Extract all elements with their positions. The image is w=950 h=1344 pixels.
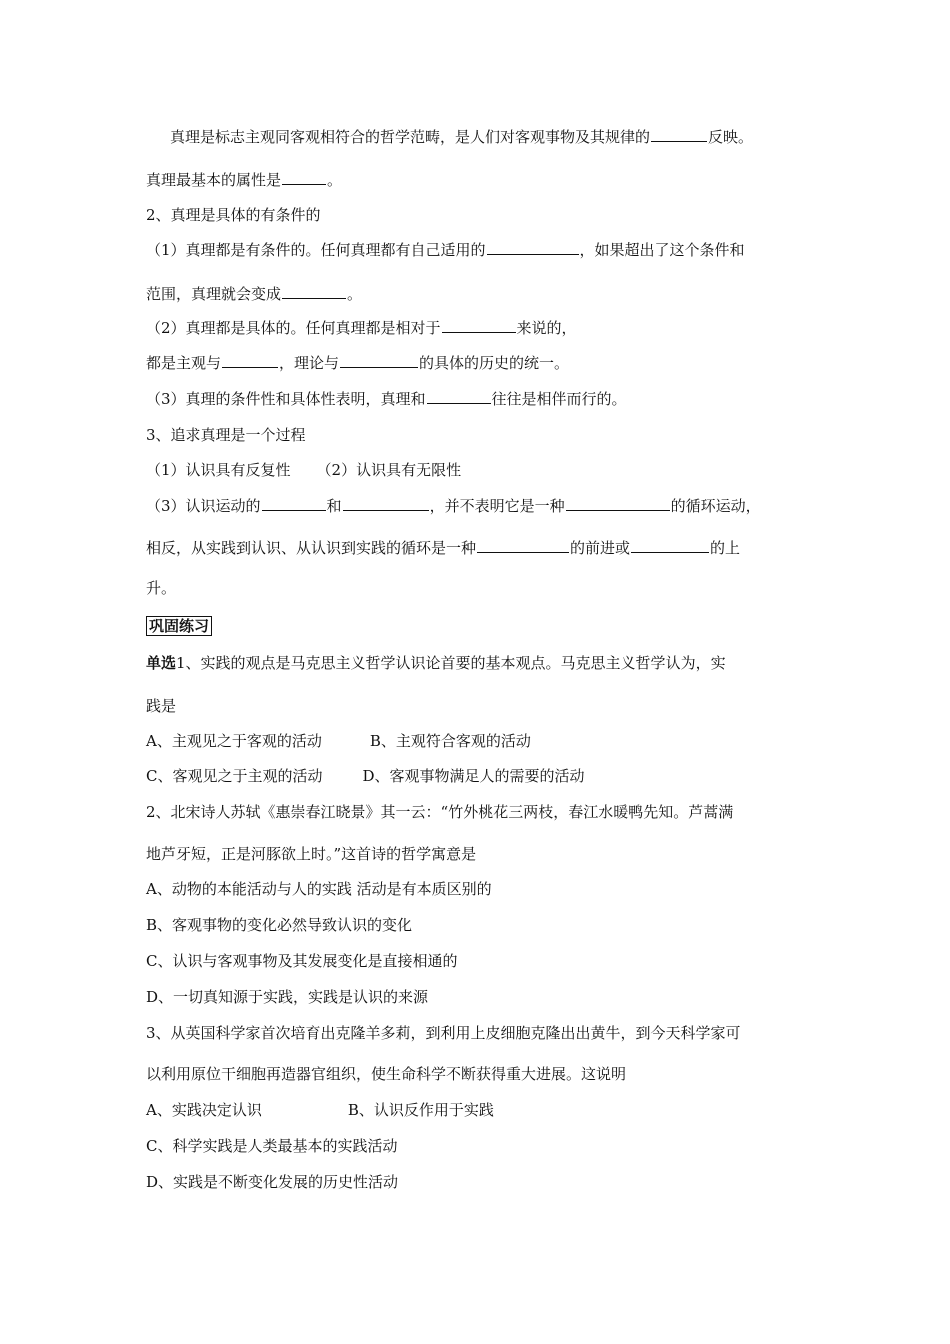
text-line: （3）认识运动的 和 ，并不表明它是一种 的循环运动， <box>146 497 761 515</box>
option-b[interactable]: B、认识反作用于实践 <box>347 1101 494 1119</box>
question-2-cont: 地芦牙短，正是河豚欲上时。”这首诗的哲学寓意是 <box>146 845 477 863</box>
text-line: 真理最基本的属性是 。 <box>146 171 343 189</box>
text-line: （1）真理都是有条件的。任何真理都有自己适用的 ，如果超出了这个条件和 <box>146 241 745 259</box>
option-d[interactable]: D、实践是不断变化发展的历史性活动 <box>146 1173 399 1191</box>
question-3: 3、从英国科学家首次培育出克隆羊多莉，到利用上皮细胞克隆出出黄牛，到今天科学家可 <box>146 1024 741 1042</box>
fill-blank[interactable] <box>427 389 491 404</box>
text-line: （3）真理的条件性和具体性表明，真理和 往往是相伴而行的。 <box>146 390 627 408</box>
fill-blank[interactable] <box>340 353 418 368</box>
option-d[interactable]: D、一切真知源于实践，实践是认识的来源 <box>146 988 429 1006</box>
text-line: （1）认识具有反复性 （2）认识具有无限性 <box>146 461 462 479</box>
question-2: 2、北宋诗人苏轼《惠崇春江晓景》其一云：“竹外桃花三两枝，春江水暖鸭先知。芦蒿满 <box>146 803 734 821</box>
fill-blank[interactable] <box>442 318 516 333</box>
options-row <box>146 731 531 751</box>
text-line: 3、追求真理是一个过程 <box>146 426 306 444</box>
text-line: 相反，从实践到认识、从认识到实践的循环是一种 的前进或 的上 <box>146 539 741 557</box>
text-line: （2）真理都是具体的。任何真理都是相对于 来说的， <box>146 319 577 337</box>
text-line: 升。 <box>146 579 177 597</box>
fill-blank[interactable] <box>651 127 707 142</box>
fill-blank[interactable] <box>487 240 579 255</box>
options-row <box>146 766 585 786</box>
text-line: 都是主观与 ，理论与 的具体的历史的统一。 <box>146 354 570 372</box>
option-c[interactable]: C、科学实践是人类最基本的实践活动 <box>146 1137 398 1155</box>
fill-blank[interactable] <box>262 496 326 511</box>
question-1-cont: 践是 <box>146 697 177 715</box>
options-row <box>146 1100 494 1120</box>
option-a[interactable]: A、主观见之于客观的活动 <box>146 732 322 750</box>
fill-blank[interactable] <box>282 284 346 299</box>
exercise-heading: 巩固练习 <box>146 616 212 636</box>
question-1: 单选1、实践的观点是马克思主义哲学认识论首要的基本观点。马克思主义哲学认为，实 <box>146 654 726 672</box>
fill-blank[interactable] <box>282 170 326 185</box>
option-d[interactable]: D、客观事物满足人的需要的活动 <box>362 767 585 785</box>
section-heading <box>146 616 212 636</box>
question-3-cont: 以利用原位干细胞再造器官组织，使生命科学不断获得重大进展。这说明 <box>146 1065 627 1083</box>
fill-blank[interactable] <box>566 496 670 511</box>
option-b[interactable]: B、主观符合客观的活动 <box>369 732 531 750</box>
option-c[interactable]: C、客观见之于主观的活动 <box>146 767 323 785</box>
option-a[interactable]: A、动物的本能活动与人的实践 活动是有本质区别的 <box>146 880 492 898</box>
question-type-tag: 单选 <box>146 654 177 672</box>
text-line: 范围，真理就会变成 。 <box>146 285 363 303</box>
fill-blank[interactable] <box>477 538 569 553</box>
fill-blank[interactable] <box>631 538 709 553</box>
text-line: 真理是标志主观同客观相符合的哲学范畴，是人们对客观事物及其规律的 反映。 <box>170 128 754 146</box>
option-b[interactable]: B、客观事物的变化必然导致认识的变化 <box>146 916 413 934</box>
option-c[interactable]: C、认识与客观事物及其发展变化是直接相通的 <box>146 952 458 970</box>
fill-blank[interactable] <box>343 496 429 511</box>
text-line: 2、真理是具体的有条件的 <box>146 206 321 224</box>
fill-blank[interactable] <box>222 353 278 368</box>
option-a[interactable]: A、实践决定认识 <box>146 1101 262 1119</box>
